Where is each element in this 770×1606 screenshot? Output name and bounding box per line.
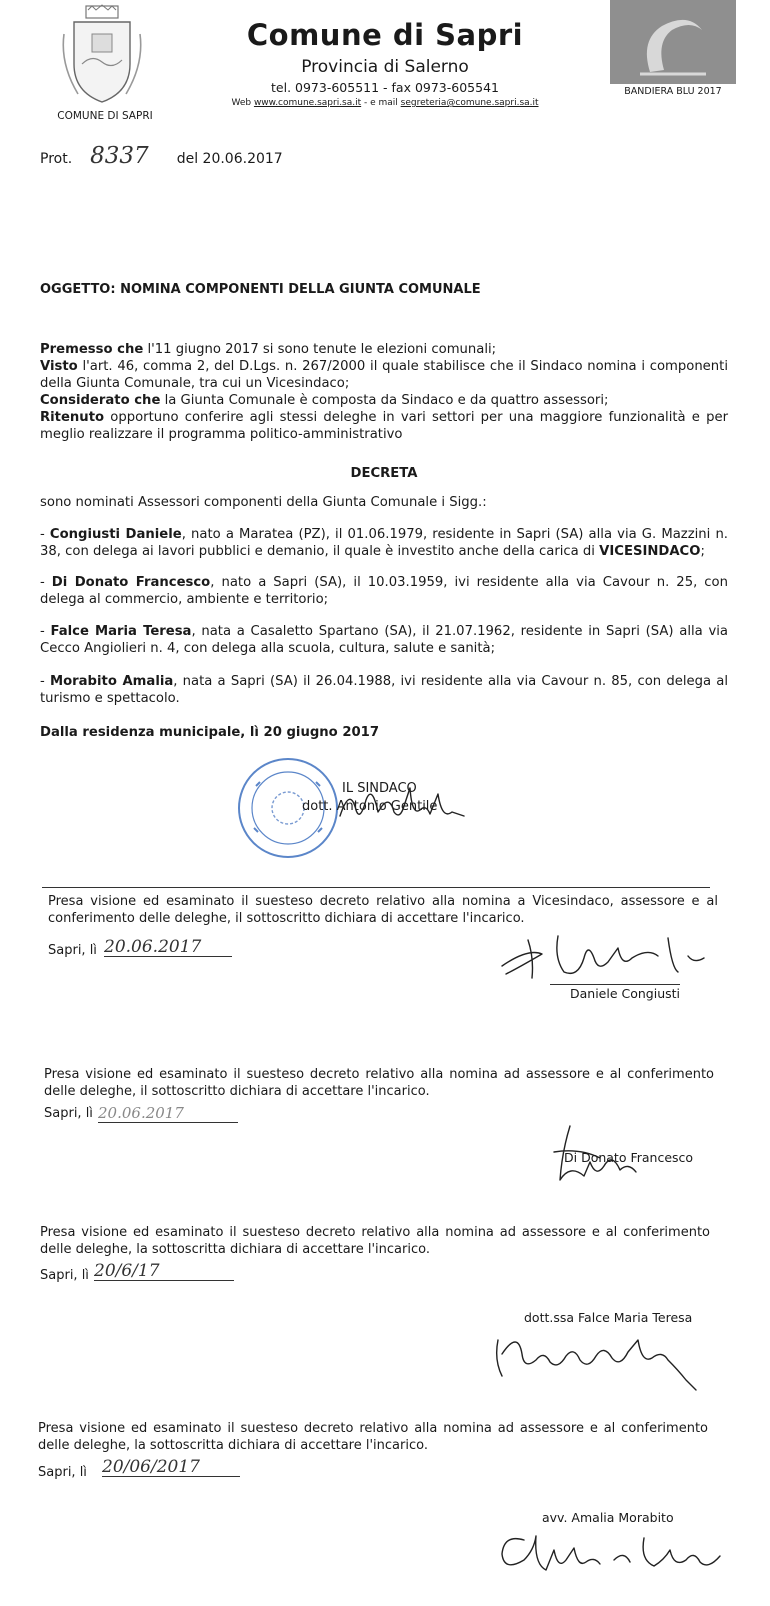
acceptance-date: 20/06/2017 [102,1460,240,1477]
town-crest-emblem [58,4,146,108]
acceptance-date: 20.06.2017 [98,1106,238,1123]
blue-flag-logo [610,0,736,84]
premise-text: la Giunta Comunale è composta da Sindaco e da quattro assessori; [160,393,609,408]
mayor-title: IL SINDACO [342,781,417,796]
acceptance-text: Presa visione ed esaminato il suesteso decreto relativo alla nomina a Vicesindaco, assessore e al conferimento delle deleghe, il sottoscritto dichiara di accettare l'incarico. [48,894,718,926]
premise-text: opportuno conferire agli stessi deleghe in vari settori per una maggiore funzionalità e per meglio realizzare il programma politico-amministrativo [40,410,728,442]
premise-lead: Considerato che [40,393,161,408]
signature-falce [488,1320,700,1396]
appointee-item [40,574,728,608]
protocol-date: del 20.06.2017 [176,151,283,167]
appointee-name: Di Donato Francesco [51,575,211,590]
signer-name: Di Donato Francesco [564,1150,694,1165]
municipality-title: Comune di Sapri [246,18,524,52]
mayor-signature [320,776,470,832]
protocol-label: Prot. [40,151,73,167]
closing-line: Dalla residenza municipale, lì 20 giugno 2017 [40,725,380,740]
premise-lead: Premesso che [40,342,144,357]
subject-line: OGGETTO: NOMINA COMPONENTI DELLA GIUNTA COMUNALE [40,282,481,297]
appointee-details: , nata a Sapri (SA) il 26.04.1988, ivi residente alla via Cavour n. 85, con delega al turismo e spettacolo. [40,674,728,706]
mail-prefix: - e mail [361,98,401,108]
appointee-dash: - [40,527,50,542]
appointee-tail: ; [700,544,705,559]
premise-item [40,358,728,392]
signer-name: Daniele Congiusti [570,986,681,1001]
acceptance-text: Presa visione ed esaminato il suesteso decreto relativo alla nomina ad assessore e al conferimento delle deleghe, la sottoscritta dichiara di accettare l'incarico. [38,1421,708,1453]
protocol-line [40,143,283,169]
signer-name: dott.ssa Falce Maria Teresa [524,1310,693,1325]
premise-lead: Ritenuto [40,410,105,425]
signature-morabito [494,1520,730,1584]
appointee-item [40,623,728,657]
web-prefix: Web [231,98,254,108]
acceptance-text: Presa visione ed esaminato il suesteso decreto relativo alla nomina ad assessore e al conferimento delle deleghe, la sottoscritta dichiara di accettare l'incarico. [40,1225,710,1257]
appointee-role: VICESINDACO [599,544,701,559]
acceptance-place: Sapri, lì [38,1465,87,1480]
premise-item [40,341,728,358]
mail-link[interactable]: segreteria@comune.sapri.sa.it [400,98,539,108]
premise-lead: Visto [40,359,78,374]
blue-flag-label: BANDIERA BLU 2017 [624,86,722,97]
acceptance-place: Sapri, lì [44,1106,93,1121]
acceptance-text: Presa visione ed esaminato il suesteso decreto relativo alla nomina ad assessore e al conferimento delle deleghe, il sottoscritto dichiara di accettare l'incarico. [44,1067,714,1099]
signature-line [550,984,680,985]
appointee-details: , nato a Maratea (PZ), il 01.06.1979, residente in Sapri (SA) alla via G. Mazzini n. 38, con delega ai lavori pubblici e demanio, il quale è investito anche della carica di [40,527,728,559]
acceptance-date: 20/6/17 [94,1264,234,1281]
appointee-name: Congiusti Daniele [49,527,182,542]
separator-rule [42,887,710,888]
appointee-item [40,526,728,560]
premises-block [40,341,728,443]
signature-congiusti [498,928,708,984]
contact-web-mail [200,98,570,108]
premise-item [40,392,728,409]
acceptance-place: Sapri, lì [48,943,97,958]
premise-text: l'11 giugno 2017 si sono tenute le elezioni comunali; [143,342,497,357]
crest-label: COMUNE DI SAPRI [57,110,153,122]
acceptance-place: Sapri, lì [40,1268,89,1283]
appointee-dash: - [40,674,50,689]
premise-item [40,409,728,443]
signer-name: avv. Amalia Morabito [542,1510,674,1525]
appointee-dash: - [40,575,52,590]
appointment-intro: sono nominati Assessori componenti della Giunta Comunale i Sigg.: [40,495,487,510]
appointee-item [40,673,728,707]
protocol-number: 8337 [90,143,149,169]
province-name: Provincia di Salerno [301,57,469,77]
contact-phone-fax: tel. 0973-605511 - fax 0973-605541 [271,80,499,95]
decreta-heading: DECRETA [350,466,418,481]
web-link[interactable]: www.comune.sapri.sa.it [253,98,362,108]
mayor-name: dott. Antonio Gentile [302,799,438,814]
premise-text: l'art. 46, comma 2, del D.Lgs. n. 267/2000 il quale stabilisce che il Sindaco nomina i componenti della Giunta Comunale, tra cui un Vicesindaco; [40,359,728,391]
acceptance-date: 20.06.2017 [104,940,232,957]
appointee-name: Morabito Amalia [49,674,174,689]
appointee-name: Falce Maria Teresa [50,624,192,639]
appointee-details: , nata a Casaletto Spartano (SA), il 21.07.1962, residente in Sapri (SA) alla via Cecco Angiolieri n. 4, con delega alla scuola, cultura, salute e sanità; [40,624,728,656]
appointee-details: , nato a Sapri (SA), il 10.03.1959, ivi residente alla via Cavour n. 25, con delega al commercio, ambiente e territorio; [40,575,728,607]
appointee-dash: - [40,624,51,639]
